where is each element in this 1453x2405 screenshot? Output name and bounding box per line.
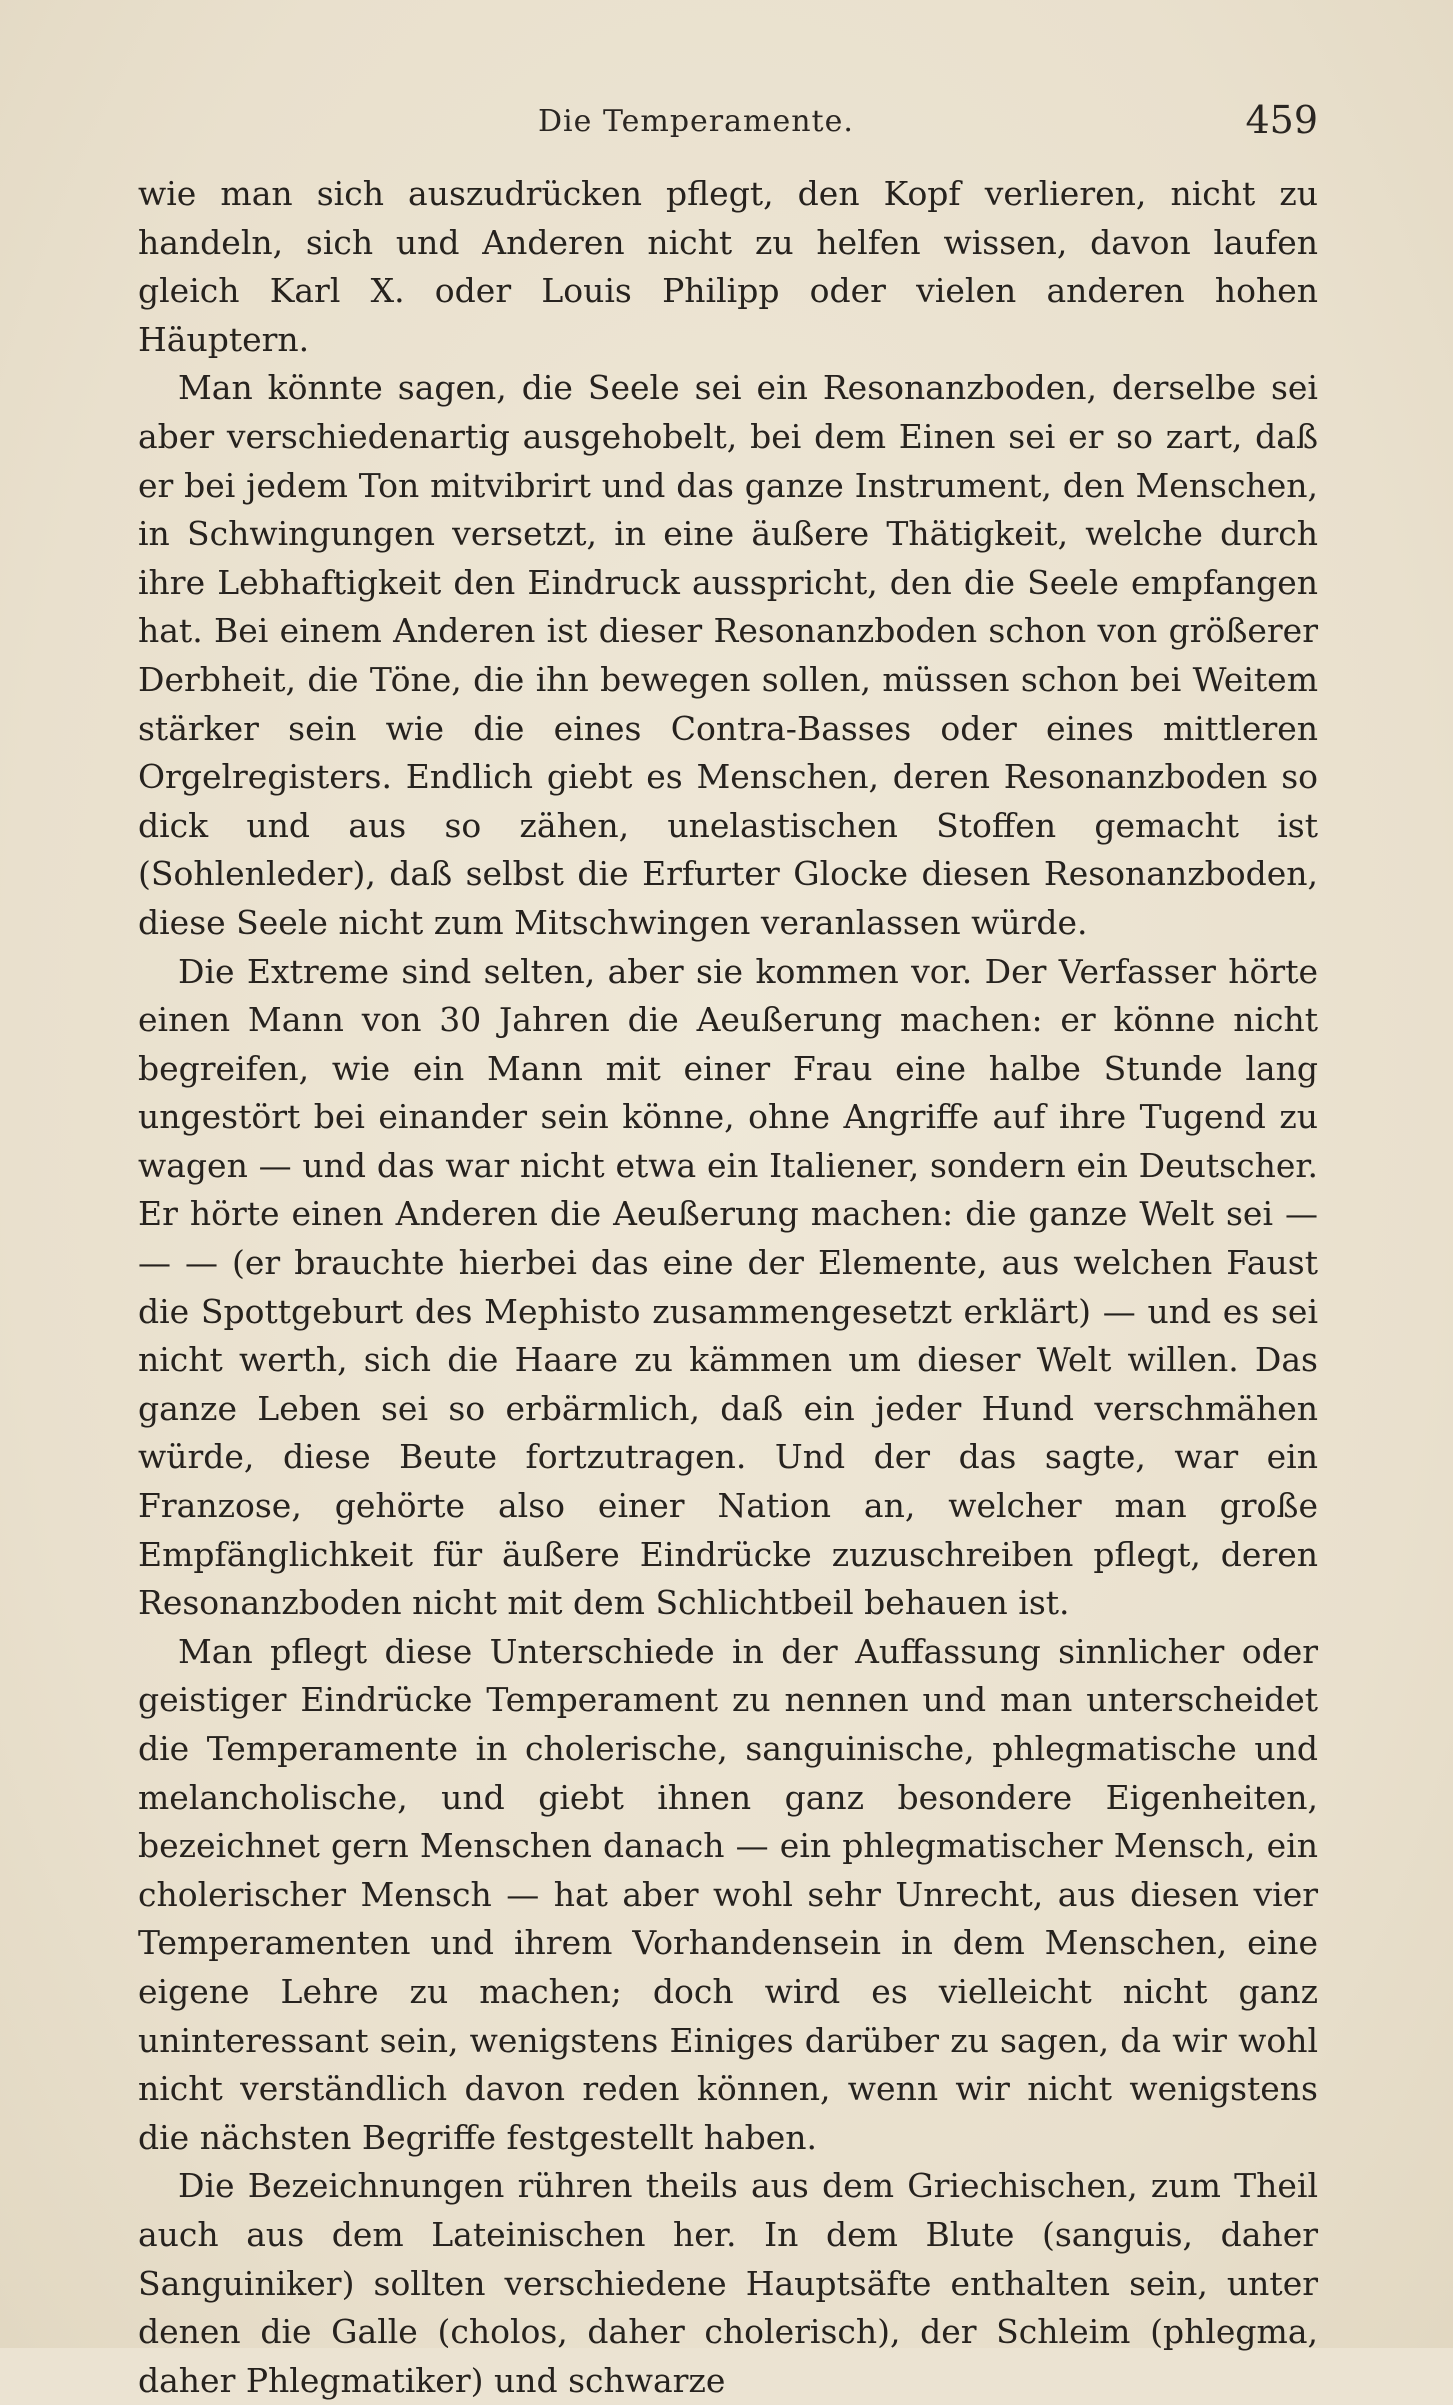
paragraph: wie man sich auszudrücken pflegt, den Kopf verlieren, nicht zu handeln, sich und Anderen nicht zu helfen wissen, davon laufen gleich Karl X. oder Louis Philipp oder vielen anderen hohen Häuptern.	[138, 174, 1318, 359]
paragraph: Man pflegt diese Unterschiede in der Auffassung sinnlicher oder geistiger Eindrücke Temperament zu nennen und man unterscheidet die Temperamente in cholerische, sanguinische, phlegmatische und melancholische, und giebt ihnen ganz besondere Eigenheiten, bezeichnet gern Menschen danach — ein phlegmatischer Mensch, ein cholerischer Mensch — hat aber wohl sehr Unrecht, aus diesen vier Temperamenten und ihrem Vorhandensein in dem Menschen, eine eigene Lehre zu machen; doch wird es vielleicht nicht ganz uninteressant sein, wenigstens Einiges darüber zu sagen, da wir wohl nicht verständlich davon reden können, wenn wir nicht wenigstens die nächsten Begriffe festgestellt haben.	[138, 1631, 1318, 2157]
page-number: 459	[1245, 98, 1318, 142]
paragraph: Die Bezeichnungen rühren theils aus dem Griechischen, zum Theil auch aus dem Lateinischen her. In dem Blute (sanguis, daher Sanguiniker) sollten verschiedene Hauptsäfte enthalten sein, unter denen die Galle (cholos, daher cholerisch), der Schleim (phlegma, daher Phlegmatiker) und schwarze	[138, 2166, 1318, 2400]
paragraph: Die Extreme sind selten, aber sie kommen vor. Der Verfasser hörte einen Mann von 30 Jahren die Aeußerung machen: er könne nicht begreifen, wie ein Mann mit einer Frau eine halbe Stunde lang ungestört bei einander sein könne, ohne Angriffe auf ihre Tugend zu wagen — und das war nicht etwa ein Italiener, sondern ein Deutscher. Er hörte einen Anderen die Aeußerung machen: die ganze Welt sei — — — (er brauchte hierbei das eine der Elemente, aus welchen Faust die Spottgeburt des Mephisto zusammengesetzt erklärt) — und es sei nicht werth, sich die Haare zu kämmen um dieser Welt willen. Das ganze Leben sei so erbärmlich, daß ein jeder Hund verschmähen würde, diese Beute fortzutragen. Und der das sagte, war ein Franzose, gehörte also einer Nation an, welcher man große Empfänglichkeit für äußere Eindrücke zuzuschreiben pflegt, deren Resonanzboden nicht mit dem Schlichtbeil behauen ist.	[138, 951, 1318, 1623]
paragraph: Man könnte sagen, die Seele sei ein Resonanzboden, derselbe sei aber verschiedenartig ausgehobelt, bei dem Einen sei er so zart, daß er bei jedem Ton mitvibrirt und das ganze Instrument, den Menschen, in Schwingungen versetzt, in eine äußere Thätigkeit, welche durch ihre Lebhaftigkeit den Eindruck ausspricht, den die Seele empfangen hat. Bei einem Anderen ist dieser Resonanzboden schon von größerer Derbheit, die Töne, die ihn bewegen sollen, müssen schon bei Weitem stärker sein wie die eines Contra-Basses oder eines mittleren Orgelregisters. Endlich giebt es Menschen, deren Resonanzboden so dick und aus so zähen, unelastischen Stoffen gemacht ist (Sohlenleder), daß selbst die Erfurter Glocke diesen Resonanzboden, diese Seele nicht zum Mitschwingen veranlassen würde.	[138, 368, 1318, 942]
running-title: Die Temperamente.	[538, 104, 854, 139]
page-header	[138, 96, 1318, 146]
body-text	[138, 170, 1318, 2405]
